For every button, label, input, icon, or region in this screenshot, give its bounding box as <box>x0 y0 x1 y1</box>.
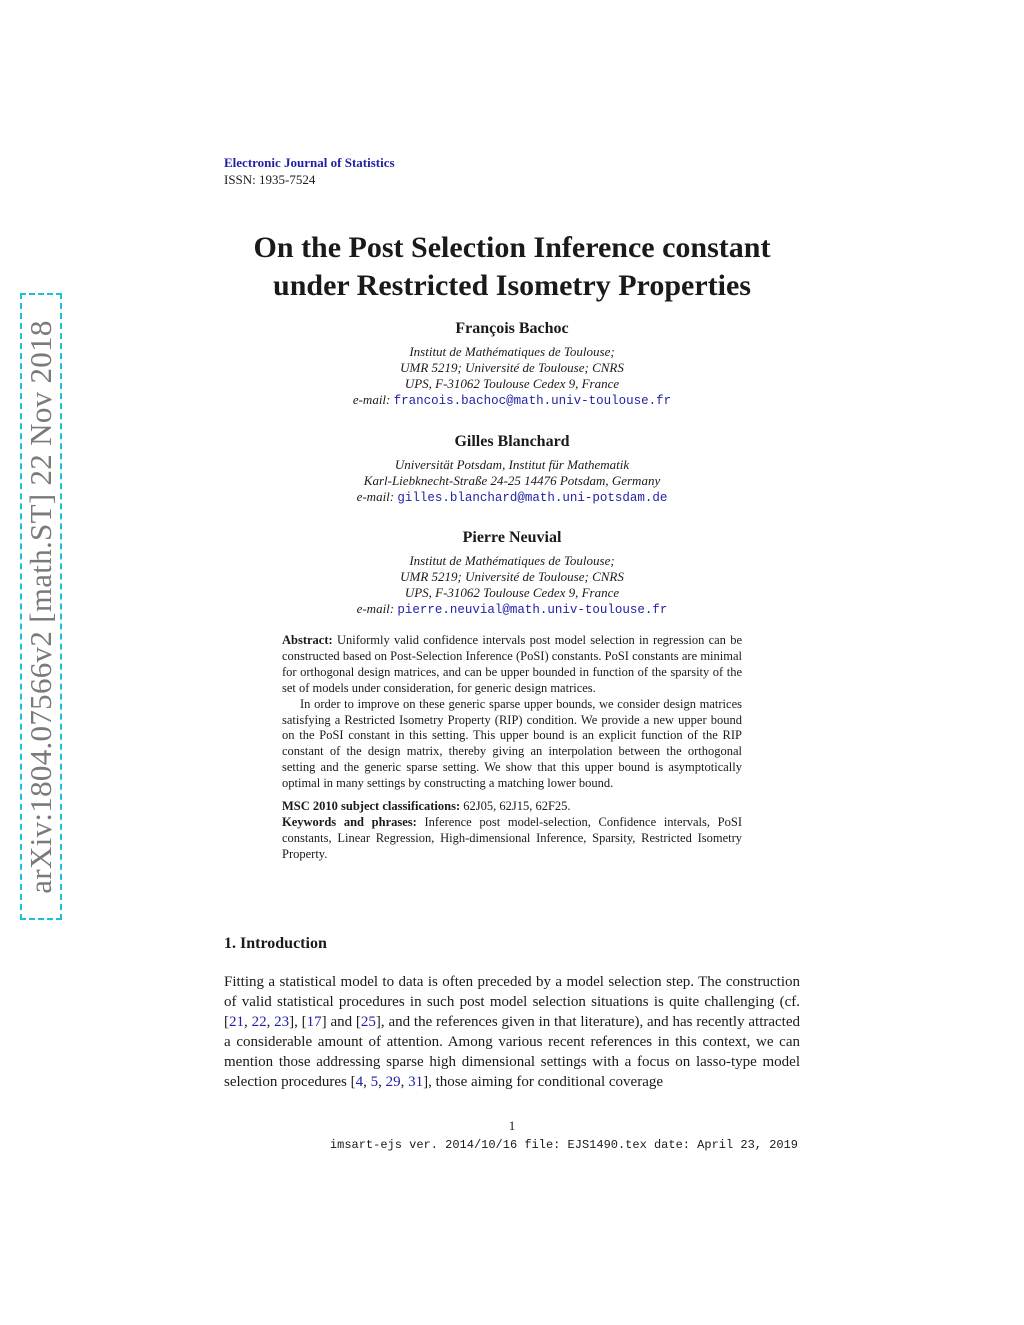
title-line-2: under Restricted Isometry Properties <box>273 269 751 302</box>
journal-name-link[interactable]: Electronic Journal of Statistics <box>224 155 395 170</box>
citation-link[interactable]: 23 <box>274 1014 290 1030</box>
email-line <box>200 601 824 618</box>
abstract-paragraph: In order to improve on these generic sparse upper bounds, we consider design matrices satisfying a Restricted Isometry Property (RIP) condition. We provide a new upper bound on the PoSI constant in this setting. This upper bound is an explicit function of the RIP constant of the design matrix, thereby giving an interpolation between the orthogonal setting and the generic sparse setting. We show that this upper bound is asymptotically optimal in many settings by constructing a matching lower bound. <box>282 696 742 791</box>
email-link[interactable]: pierre.neuvial@math.univ-toulouse.fr <box>397 603 668 617</box>
email-label: e-mail: <box>356 601 395 616</box>
footer-line: imsart-ejs ver. 2014/10/16 file: EJS1490.tex date: April 23, 2019 <box>329 1138 798 1152</box>
intro-paragraph <box>224 972 800 1092</box>
intro-text: , <box>378 1074 386 1090</box>
affiliation-line: Institut de Mathématiques de Toulouse; <box>409 344 615 359</box>
journal-header <box>224 154 395 188</box>
citation-link[interactable]: 5 <box>370 1074 379 1090</box>
affiliation-line: Karl-Liebknecht-Straße 24-25 14476 Potsdam, Germany <box>363 473 661 488</box>
msc-value: 62J05, 62J15, 62F25. <box>463 799 571 814</box>
paper-title <box>150 229 874 305</box>
citation-link[interactable]: 17 <box>306 1014 322 1030</box>
email-line <box>200 489 824 506</box>
abstract-paragraph <box>282 633 742 697</box>
intro-text: , <box>244 1014 252 1030</box>
section-heading: 1. Introduction <box>224 935 327 952</box>
keywords-value: Inference post model-selection, Confidence intervals, PoSI constants, Linear Regression, High-dimensional Inference, Sparsity, Restricted Isometry Property. <box>282 814 743 861</box>
affiliation-line: Universität Potsdam, Institut für Mathematik <box>394 457 630 472</box>
citation-link[interactable]: 4 <box>355 1074 364 1090</box>
email-line <box>200 392 824 409</box>
intro-text: ], [ <box>289 1014 307 1030</box>
author-block <box>200 432 824 506</box>
email-label: e-mail: <box>356 489 395 504</box>
email-link[interactable]: francois.bachoc@math.univ-toulouse.fr <box>393 394 672 408</box>
author-block <box>200 319 824 409</box>
affiliation-line: UPS, F-31062 Toulouse Cedex 9, France <box>404 376 620 391</box>
title-line-1: On the Post Selection Inference constant <box>253 231 771 264</box>
msc-classification <box>282 799 742 815</box>
citation-link[interactable]: 31 <box>408 1074 424 1090</box>
keywords-label: Keywords and phrases: <box>282 814 417 829</box>
citation-link[interactable]: 29 <box>385 1074 401 1090</box>
page-number: 1 <box>508 1118 516 1133</box>
affiliation-line: UMR 5219; Université de Toulouse; CNRS <box>400 569 624 584</box>
affiliation-line: Institut de Mathématiques de Toulouse; <box>409 553 615 568</box>
intro-text: ] and [ <box>321 1014 361 1030</box>
citation-link[interactable]: 22 <box>251 1014 267 1030</box>
affiliation-line: UMR 5219; Université de Toulouse; CNRS <box>400 360 624 375</box>
intro-text: ], and the references given in that literature), and has recently attracted a considerable amount of attention. Among various recent references in this context, we can mention those addressing sparse high dimensional settings with a focus on lasso-type model selection procedures [ <box>224 1014 801 1090</box>
author-name: Gilles Blanchard <box>454 433 570 450</box>
keywords <box>282 815 742 863</box>
affiliation-line: UPS, F-31062 Toulouse Cedex 9, France <box>404 585 620 600</box>
author-name: Pierre Neuvial <box>462 529 562 546</box>
author-name: François Bachoc <box>455 320 569 337</box>
citation-link[interactable]: 21 <box>229 1014 244 1030</box>
email-link[interactable]: gilles.blanchard@math.uni-potsdam.de <box>397 491 668 505</box>
msc-label: MSC 2010 subject classifications: <box>282 799 461 814</box>
intro-text: , <box>266 1014 275 1030</box>
journal-issn: ISSN: 1935-7524 <box>224 172 316 187</box>
author-block <box>200 528 824 618</box>
citation-link[interactable]: 25 <box>360 1014 376 1030</box>
arxiv-id: arXiv:1804.07566v2 [math.ST] 22 Nov 2018 <box>23 319 58 894</box>
intro-text: Fitting a statistical model to data is often preceded by a model selection step. The construction of valid statistical procedures in such post model selection situations is quite challenging (cf. [ <box>224 974 800 1030</box>
abstract-label: Abstract: <box>282 633 333 647</box>
abstract-text: Uniformly valid confidence intervals post model selection in regression can be constructed based on Post-Selection Inference (PoSI) constants. PoSI constants are minimal for orthogonal design matrices, and can be upper bounded in function of the sparsity of the set of models under consideration, for generic design matrices. <box>282 633 742 695</box>
intro-text: ], those aiming for conditional coverage <box>423 1074 664 1090</box>
email-label: e-mail: <box>352 392 391 407</box>
intro-text: , <box>400 1074 409 1090</box>
abstract <box>282 633 742 863</box>
intro-text: , <box>363 1074 371 1090</box>
arxiv-stamp <box>20 293 62 920</box>
